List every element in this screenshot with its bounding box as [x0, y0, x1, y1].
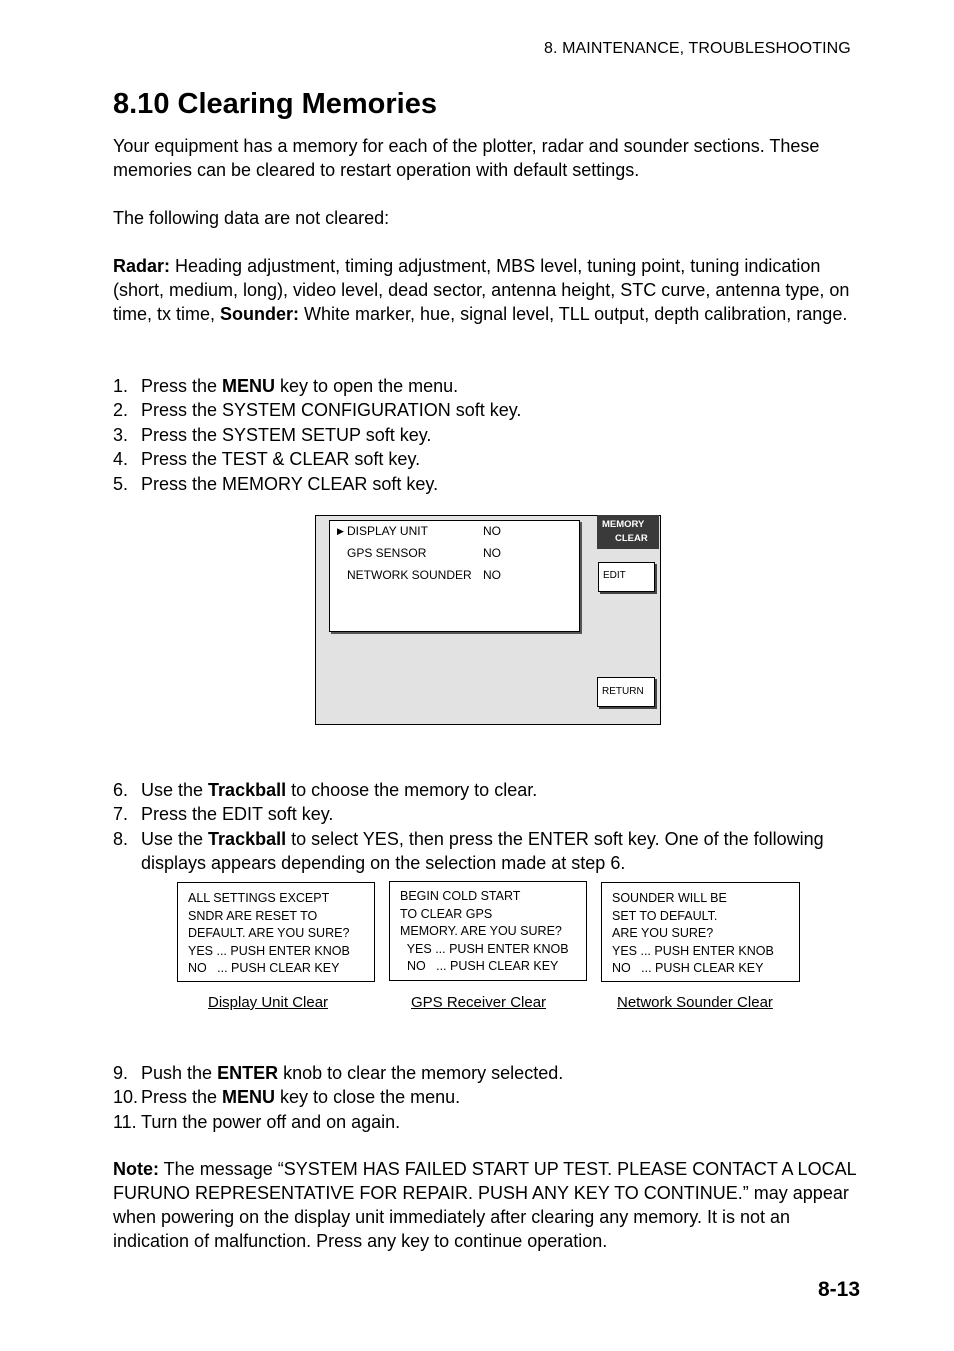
- return-softkey[interactable]: RETURN: [597, 677, 655, 707]
- steps-list-2: [113, 778, 858, 876]
- gps-receiver-clear-dialog: BEGIN COLD START TO CLEAR GPS MEMORY. ARE YOU SURE? YES ... PUSH ENTER KNOB NO ... PUSH CLEAR KEY: [389, 881, 587, 981]
- edit-softkey[interactable]: EDIT: [598, 562, 655, 592]
- radar-text: Heading adjustment, timing adjustment, MBS level, tuning point, tuning indication (short, medium, long), video level, dead sector, antenna height, STC curve, antenna type, on time, tx time,: [113, 256, 850, 324]
- note-paragraph: [113, 1157, 858, 1253]
- steps-list-1: [113, 374, 858, 496]
- menu-row-network-sounder[interactable]: NETWORK SOUNDER NO: [347, 568, 501, 582]
- menu-row-gps-sensor[interactable]: GPS SENSOR NO: [347, 546, 501, 560]
- step-item: 7. Press the EDIT soft key.: [113, 804, 334, 825]
- step-item: 3. Press the SYSTEM SETUP soft key.: [113, 424, 432, 445]
- step-item: 5. Press the MEMORY CLEAR soft key.: [113, 473, 439, 494]
- gps-receiver-clear-caption: GPS Receiver Clear: [411, 994, 547, 1011]
- step-item: 8. Use the Trackball to select YES, then press the ENTER soft key. One of the following displays appears depending on the selection made at step 6.: [113, 828, 824, 874]
- display-unit-clear-caption: Display Unit Clear: [208, 994, 329, 1011]
- display-unit-clear-dialog: ALL SETTINGS EXCEPT SNDR ARE RESET TO DEFAULT. ARE YOU SURE? YES ... PUSH ENTER KNOB NO ... PUSH CLEAR KEY: [177, 882, 375, 982]
- sounder-text: White marker, hue, signal level, TLL output, depth calibration, range.: [299, 304, 848, 324]
- step-item: 6. Use the Trackball to choose the memory to clear.: [113, 780, 538, 800]
- step-item: 1. Press the MENU key to open the menu.: [113, 376, 459, 396]
- cursor-arrow-icon: ▶: [337, 526, 344, 536]
- network-sounder-clear-caption: Network Sounder Clear: [617, 994, 773, 1011]
- step-item: 10. Press the MENU key to close the menu.: [113, 1087, 461, 1108]
- section-title: 8.10 Clearing Memories: [113, 88, 437, 120]
- step-item: 11. Turn the power off and on again.: [113, 1111, 401, 1132]
- menu-row-display-unit[interactable]: ▶ DISPLAY UNIT NO: [337, 524, 501, 538]
- page-number: 8-13: [818, 1278, 861, 1301]
- memory-clear-softkey[interactable]: MEMORY CLEAR: [597, 515, 659, 549]
- radar-label: Radar:: [113, 256, 171, 276]
- not-cleared-paragraph: The following data are not cleared:: [113, 208, 390, 228]
- memory-list-box: [329, 520, 580, 632]
- steps-list-3: [113, 1061, 858, 1134]
- sounder-label: Sounder:: [220, 304, 300, 324]
- exceptions-paragraph: [113, 254, 858, 326]
- network-sounder-clear-dialog: SOUNDER WILL BE SET TO DEFAULT. ARE YOU SURE? YES ... PUSH ENTER KNOB NO ... PUSH CLEAR KEY: [601, 882, 800, 982]
- intro-paragraph: Your equipment has a memory for each of the plotter, radar and sounder sections. These memories can be cleared to restart operation with default settings.: [113, 136, 820, 180]
- running-head: 8. MAINTENANCE, TROUBLESHOOTING: [544, 40, 851, 57]
- note-label: Note:: [113, 1159, 159, 1179]
- note-text: The message “SYSTEM HAS FAILED START UP TEST. PLEASE CONTACT A LOCAL FURUNO REPRESENTATIVE FOR REPAIR. PUSH ANY KEY TO CONTINUE.” may appear when powering on the display unit immediately after clearing any memory. It is not an indication of malfunction. Press any key to continue operation.: [113, 1159, 856, 1251]
- step-item: 9. Push the ENTER knob to clear the memory selected.: [113, 1063, 564, 1083]
- step-item: 4. Press the TEST & CLEAR soft key.: [113, 449, 421, 470]
- step-item: 2. Press the SYSTEM CONFIGURATION soft key.: [113, 400, 522, 421]
